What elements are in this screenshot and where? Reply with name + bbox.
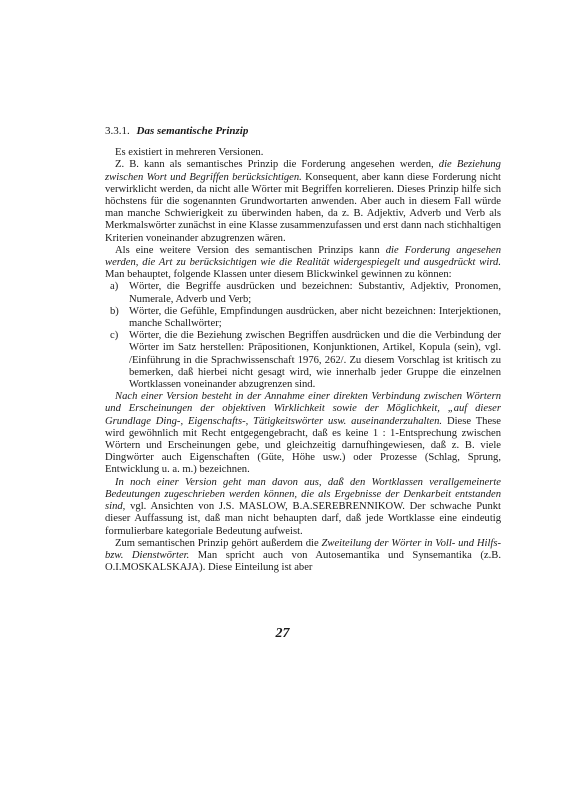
list-marker: b) — [110, 305, 119, 317]
list-item-a — [110, 281, 501, 305]
paragraph-6 — [105, 538, 501, 575]
paragraph-6-emphasis: Zweiteilung der Wörter in Voll- und Hilfs- bzw. Dienstwörter. — [105, 537, 501, 561]
list-item-text: Wörter, die die Beziehung zwischen Begriffen ausdrücken und die die Verbindung der Wörter im Satz herstellen: Präpositionen, Konjunktionen, Artikel, Kopula (sein), vgl. /Einführung in die Sprachwissenschaft 1976, 262/. Zu diesem Vorschlag ist kritisch zu bemerken, daß hierbei nicht gesagt wird, wie innerhalb jeder Gruppe die einzelnen Wortklassen voneinander abzugrenzen sind. — [129, 330, 501, 391]
word-class-list — [105, 281, 501, 391]
paragraph-6-part-a: Zum semantischen Prinzip gehört außerdem die — [115, 537, 319, 549]
list-item-c — [110, 330, 501, 391]
paragraph-3-part-a: Als eine weitere Version des semantischen Prinzips kann — [115, 244, 380, 256]
list-marker: a) — [110, 281, 119, 293]
paragraph-5 — [105, 477, 501, 538]
page-number: 27 — [275, 626, 290, 641]
list-item-text: Wörter, die Begriffe ausdrücken und bezeichnen: Substantiv, Adjektiv, Pronomen, Numerale, Adverb und Verb; — [129, 281, 501, 305]
paragraph-4-part-b: Diese These wird gewöhnlich mit Recht entgegengebracht, daß es keine 1 : 1-Entsprechung zwischen Wörtern und Erscheinungen gebe, und gleichzeitig darnufhingewiesen, daß z. B. viele Dingwörter auch Eigenschaften (Güte, Höhe usw.) oder Prozesse (Schlag, Sprung, Entwicklung u. a. m.) bezeichnen. — [105, 415, 501, 476]
paragraph-2-emphasis: die Beziehung zwischen Wort und Begriffen berücksichtigen. — [105, 159, 501, 183]
list-item-b — [110, 306, 501, 330]
paragraph-2-part-c: Konsequent, aber kann diese Forderung nicht verwirklicht werden, da nicht alle Wörter mit Begriffen korrelieren. Dieses Prinzip hilfe sich höchstens für die sogenannten Grundwortarten anwenden. Aber auch in diesem Fall würde man manche Schwierigkeit zu überwinden haben, da z. B. Adjektiv, Adverb und Verb als Merkmalswörter zunächst in eine Klasse zusammenzufassen und erst dann nach stichhaltigen Kriterien voneinander abzugrenzen wären. — [105, 171, 501, 244]
paragraph-3 — [105, 245, 501, 282]
paragraph-3-emphasis: die Forderung angesehen werden, die Art zu berücksichtigen wie die Realität widergespiegelt und ausgedrückt wird. — [105, 244, 501, 269]
paragraph-2-part-a: Z. B. kann als semantisches Prinzip die Forderung angesehen werden, — [115, 159, 434, 171]
section-heading — [105, 125, 501, 137]
list-item-text: Wörter, die Gefühle, Empfindungen ausdrücken, aber nicht bezeichnen: Interjektionen, manche Schallwörter; — [129, 305, 501, 330]
paragraph-1 — [105, 147, 501, 159]
paragraph-6-part-c: Man spricht auch von Autosemantika und Synsemantika (z.B. O.I.MOSKALSKAJA). Diese Einteilung ist aber — [105, 549, 501, 574]
page-body — [105, 125, 501, 574]
paragraph-4 — [105, 391, 501, 476]
paragraph-5-part-b: vgl. Ansichten von J.S. MASLOW, B.A.SEREBRENNIKOW. Der schwache Punkt dieser Auffassung ist, daß man nicht behaupten darf, daß jede Wortklasse eine eindeutig formulierbare kategoriale Bedeutung aufweist. — [105, 501, 501, 537]
paragraph-4-emphasis: Nach einer Version besteht in der Annahme einer direkten Verbindung zwischen Wörtern und Erscheinungen der objektiven Wirklichkeit sowie der Möglichkeit, „auf dieser Grundlage Ding-, Eigenschafts-, Tätigkeitswörter usw. auseinanderzuhalten. — [105, 391, 501, 427]
section-number: 3.3.1. — [105, 125, 130, 137]
paragraph-5-emphasis: In noch einer Version geht man davon aus, daß den Wortklassen verallgemeinerte Bedeutungen zugeschrieben werden können, die als Ergebnisse der Denkarbeit entstanden sind, — [105, 476, 501, 513]
paragraph-2 — [105, 159, 501, 244]
paragraph-1-text: Es existiert in mehreren Versionen. — [115, 147, 264, 159]
paragraph-3-part-c: Man behauptet, folgende Klassen unter diesem Blickwinkel gewinnen zu können: — [105, 269, 452, 281]
list-marker: c) — [110, 330, 119, 342]
section-title: Das semantische Prinzip — [136, 125, 249, 137]
